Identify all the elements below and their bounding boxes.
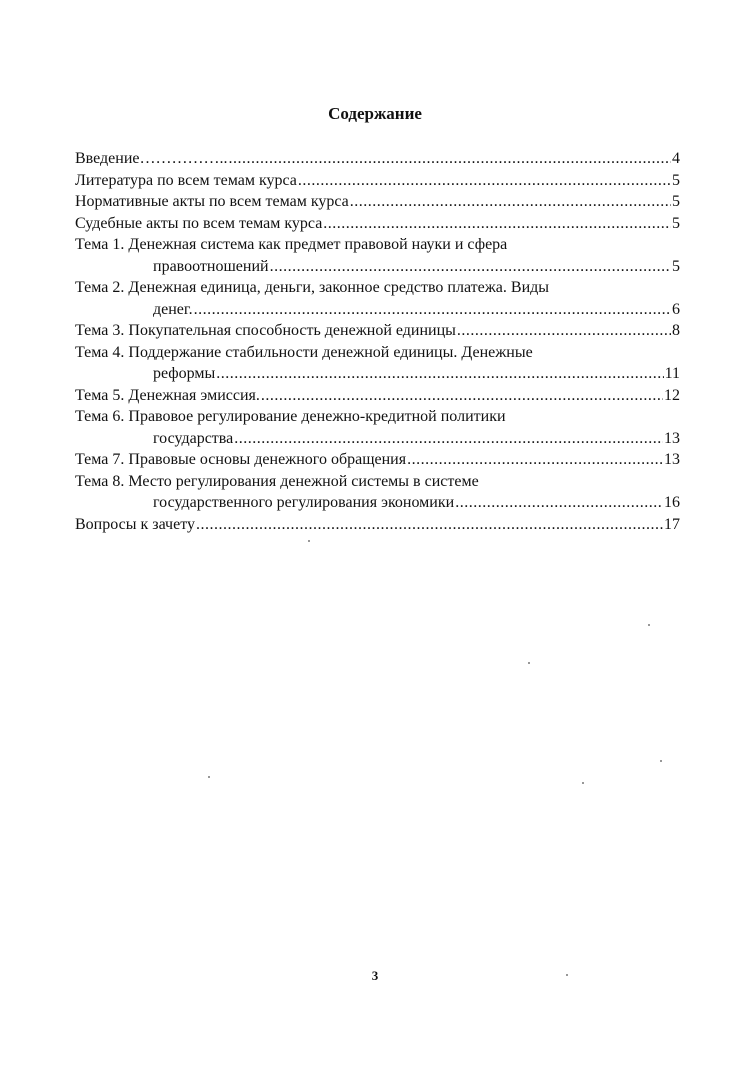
toc-entry-continuation <box>75 299 680 321</box>
toc-entry-label: Нормативные акты по всем темам курса <box>75 193 349 210</box>
toc-entry-label: Тема 1. Денежная система как предмет правовой науки и сфера <box>75 236 508 253</box>
toc-entry-topic-7 <box>75 449 680 471</box>
toc-entry-topic-8 <box>75 471 680 514</box>
toc-entry-label: правоотношений <box>153 257 269 275</box>
toc-entry-line <box>75 471 680 493</box>
toc-page-number: 5 <box>672 193 680 210</box>
toc-entry-topic-1 <box>75 234 680 277</box>
toc-entry-normative-acts <box>75 191 680 213</box>
toc-entry-label: Введение…………….. <box>75 150 228 167</box>
dot-leader <box>216 363 663 385</box>
dot-leader <box>407 449 663 471</box>
scan-speck <box>648 624 650 626</box>
toc-entry-court-acts <box>75 213 680 235</box>
toc-entry-label: Тема 7. Правовые основы денежного обращения <box>75 451 407 468</box>
toc-entry-label: Литература по всем темам курса <box>75 171 297 189</box>
toc-entry-line <box>75 277 680 299</box>
toc-entry-literature <box>75 170 680 192</box>
dot-leader <box>194 299 671 321</box>
scan-speck <box>308 540 310 542</box>
scan-speck <box>528 662 530 664</box>
toc-entry-line <box>75 234 680 256</box>
toc-entry-label: Вопросы к зачету <box>75 515 195 533</box>
toc-page-number: 13 <box>664 429 680 447</box>
scan-speck <box>208 776 210 778</box>
toc-page-number: 6 <box>672 300 680 318</box>
scan-speck <box>582 782 584 784</box>
scan-speck <box>566 974 568 976</box>
toc-page-number: 5 <box>672 214 680 232</box>
dot-leader <box>350 191 671 213</box>
toc-entry-continuation <box>75 363 680 385</box>
toc-entry-label: Тема 6. Правовое регулирование денежно-кредитной политики <box>75 408 506 425</box>
toc-entry-continuation <box>75 256 680 278</box>
scan-speck <box>660 760 662 762</box>
toc-page-number: 16 <box>664 494 680 511</box>
toc-entry-label: государства <box>153 429 234 447</box>
toc-page-number: 4 <box>672 150 680 167</box>
toc-entry-label: Тема 3. Покупательная способность денежной единицы <box>75 322 456 339</box>
dot-leader <box>229 148 672 170</box>
toc-entry-topic-5 <box>75 385 680 407</box>
toc-entry-topic-3 <box>75 320 680 342</box>
dot-leader <box>270 256 671 278</box>
page-number: 3 <box>371 968 379 983</box>
toc-page-number: 8 <box>672 322 680 339</box>
toc-entry-continuation <box>75 428 680 450</box>
toc-page-number: 11 <box>664 365 680 382</box>
toc-entry-line <box>75 406 680 428</box>
toc-page-number: 12 <box>664 386 680 404</box>
dot-leader <box>234 428 663 450</box>
dot-leader <box>457 320 671 342</box>
toc-entry-label: Тема 5. Денежная эмиссия. <box>75 386 260 404</box>
toc-entry-label: реформы <box>153 365 216 382</box>
table-of-contents <box>75 148 680 535</box>
toc-page-number: 5 <box>672 257 680 275</box>
toc-entry-topic-2 <box>75 277 680 320</box>
dot-leader <box>261 385 663 407</box>
toc-entry-introduction <box>75 148 680 170</box>
dot-leader <box>298 170 671 192</box>
toc-entry-label: государственного регулирования экономики <box>153 494 455 511</box>
toc-entry-label: денег. <box>153 300 193 318</box>
toc-page-number: 5 <box>672 171 680 189</box>
dot-leader <box>323 213 671 235</box>
dot-leader <box>196 514 663 536</box>
toc-entry-exam-questions <box>75 514 680 536</box>
toc-entry-label: Судебные акты по всем темам курса <box>75 214 323 232</box>
toc-entry-line <box>75 342 680 364</box>
toc-page-number: 13 <box>664 451 680 468</box>
toc-entry-continuation <box>75 492 680 514</box>
toc-entry-label: Тема 8. Место регулирования денежной системы в системе <box>75 472 479 490</box>
dot-leader <box>455 492 663 514</box>
toc-page-number: 17 <box>664 515 680 533</box>
toc-entry-topic-6 <box>75 406 680 449</box>
toc-entry-label: Тема 4. Поддержание стабильности денежной единицы. Денежные <box>75 343 533 361</box>
toc-entry-topic-4 <box>75 342 680 385</box>
toc-entry-label: Тема 2. Денежная единица, деньги, законное средство платежа. Виды <box>75 279 550 296</box>
page-title: Содержание <box>328 104 422 123</box>
